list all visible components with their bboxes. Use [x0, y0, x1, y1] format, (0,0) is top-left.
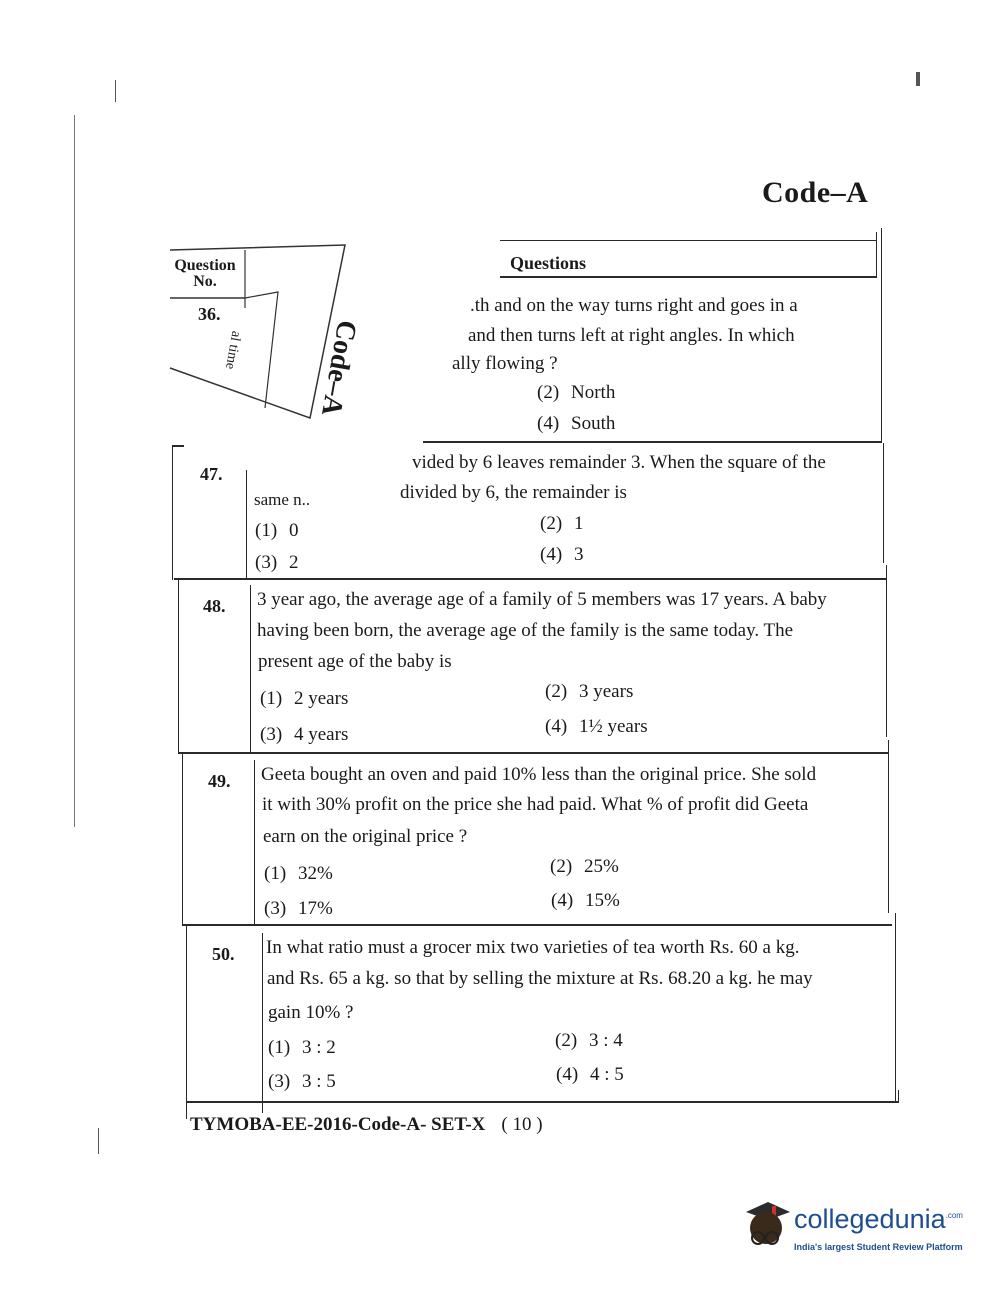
right-border-36	[881, 228, 882, 443]
q49-option-1: (1) 32%	[264, 863, 333, 884]
code-heading: Code–A	[762, 176, 869, 209]
question-number-48: 48.	[203, 596, 226, 616]
footer	[190, 1114, 543, 1136]
q48-option-3: (3) 4 years	[260, 724, 349, 745]
q48-option-2: (2) 3 years	[545, 681, 634, 702]
rotated-code-label: Code–A	[315, 317, 363, 419]
q47-fragment: same n..	[254, 490, 311, 509]
scan-mark	[115, 80, 116, 102]
q47-line-2: divided by 6, the remainder is	[400, 482, 627, 503]
divider-49	[254, 760, 255, 925]
right-border-50	[895, 913, 896, 1103]
q50-line-3: gain 10% ?	[268, 1002, 354, 1023]
q49-option-3: (3) 17%	[264, 898, 333, 919]
q47-option-2: (2) 1	[540, 513, 584, 534]
q50-option-1: (1) 3 : 2	[268, 1037, 336, 1058]
rule-after-49	[182, 924, 892, 926]
page-number: ( 10 )	[501, 1114, 543, 1135]
q48-option-4: (4) 1½ years	[545, 716, 648, 737]
q36-option-2: (2) North	[537, 382, 616, 403]
q49-line-3: earn on the original price ?	[263, 826, 468, 847]
right-border-49	[888, 740, 889, 913]
q48-option-1: (1) 2 years	[260, 688, 349, 709]
q47-option-4: (4) 3	[540, 544, 584, 565]
q50-option-4: (4) 4 : 5	[556, 1064, 624, 1085]
questions-header: Questions	[510, 253, 587, 273]
q49-line-2: it with 30% profit on the price she had paid. What % of profit did Geeta	[262, 794, 809, 815]
divider-48	[250, 585, 251, 753]
q49-option-2: (2) 25%	[550, 856, 619, 877]
right-border-47	[883, 443, 884, 563]
q36-line-3: ally flowing ?	[452, 353, 558, 374]
q50-line-2: and Rs. 65 a kg. so that by selling the mixture at Rs. 68.20 a kg. he may	[267, 968, 813, 989]
left-border-50	[186, 924, 187, 1119]
logo-tagline: India's largest Student Review Platform	[794, 1242, 963, 1252]
rotated-small-text: al time	[222, 329, 244, 371]
left-border-47	[172, 445, 173, 580]
rule-left-47	[172, 445, 184, 447]
q49-option-4: (4) 15%	[551, 890, 620, 911]
q36-option-4: (4) South	[537, 413, 616, 434]
q49-line-1: Geeta bought an oven and paid 10% less than the original price. She sold	[261, 764, 817, 785]
q48-line-2: having been born, the average age of the family is the same today. The	[257, 620, 794, 641]
right-border-end	[898, 1090, 899, 1103]
scan-mark	[916, 72, 920, 86]
question-number-36: 36.	[198, 304, 221, 324]
q36-line-1: .th and on the way turns right and goes in a	[470, 295, 798, 316]
rule-after-36	[423, 441, 881, 443]
footer-code: TYMOBA-EE-2016-Code-A- SET-X	[190, 1114, 486, 1135]
rule-after-47	[174, 578, 886, 580]
q47-option-3: (3) 2	[255, 552, 299, 573]
q50-option-2: (2) 3 : 4	[555, 1030, 623, 1051]
header-bottom-rule	[500, 276, 876, 278]
header-top-rule	[500, 240, 876, 241]
q48-line-1: 3 year ago, the average age of a family of 5 members was 17 years. A baby	[257, 589, 827, 610]
q50-option-3: (3) 3 : 5	[268, 1071, 336, 1092]
rule-after-50	[186, 1101, 898, 1103]
scan-edge-line	[74, 115, 75, 827]
header-right-border	[876, 232, 877, 278]
left-border-49	[182, 752, 183, 925]
rule-after-48	[178, 752, 888, 754]
logo-wordmark: collegedunia$^{.com}$	[794, 1204, 963, 1234]
mascot-icon	[738, 1198, 792, 1254]
q47-line-1: vided by 6 leaves remainder 3. When the square of the	[412, 452, 826, 473]
q47-option-1: (1) 0	[255, 520, 299, 541]
q48-line-3: present age of the baby is	[258, 651, 452, 672]
right-border-48	[886, 565, 887, 737]
q36-line-2: and then turns left at right angles. In which	[468, 325, 795, 346]
divider-47	[246, 470, 247, 578]
question-no-header: Question No.	[174, 257, 236, 290]
q50-line-1: In what ratio must a grocer mix two varieties of tea worth Rs. 60 a kg.	[266, 937, 800, 958]
collegedunia-logo[interactable]	[738, 1198, 963, 1258]
scan-mark	[98, 1128, 99, 1154]
question-number-50: 50.	[212, 944, 235, 964]
question-number-47: 47.	[200, 464, 223, 484]
question-number-49: 49.	[208, 771, 231, 791]
left-border-48	[178, 578, 179, 753]
divider-50	[262, 933, 263, 1113]
